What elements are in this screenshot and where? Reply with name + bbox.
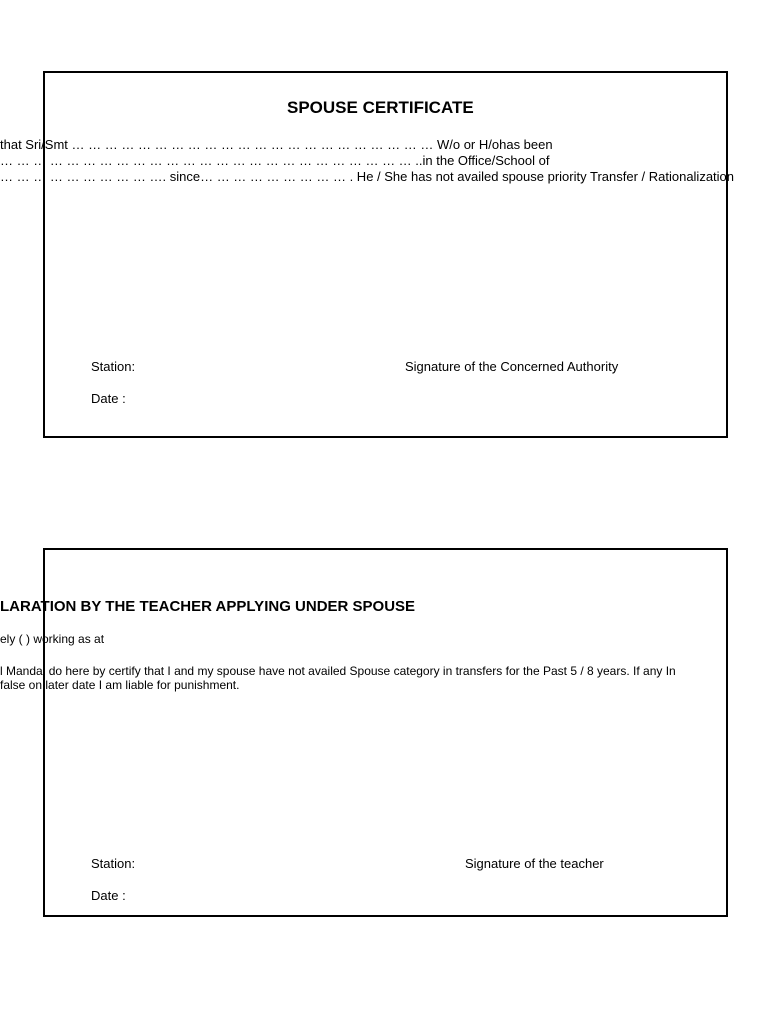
declaration-line-3: false on later date I am liable for punishment. bbox=[0, 678, 240, 692]
certificate-line-3: … … … … … … … … … …. since… … … … … … … … … . He / She has not availed spouse priority Transfer / Rationalization bbox=[0, 169, 735, 184]
certificate-title: SPOUSE CERTIFICATE bbox=[287, 98, 474, 117]
spouse-certificate-box bbox=[43, 71, 728, 438]
certificate-signature-label: Signature of the Concerned Authority bbox=[405, 359, 619, 374]
declaration-line-2: l Mandal do here by certify that I and my spouse have not availed Spouse category in transfers for the Past 5 / 8 years. If any In bbox=[0, 664, 676, 678]
certificate-line-1: that Sri/Smt … … … … … … … … … … … … … … … … … … … … … … W/o or H/ohas been bbox=[0, 137, 553, 152]
certificate-station-label: Station: bbox=[91, 359, 136, 374]
declaration-title: LARATION BY THE TEACHER APPLYING UNDER SPOUSE bbox=[0, 598, 416, 615]
certificate-line-2: … … … … … … … … … … … … … … … … … … … … … … … … … ..in the Office/School of bbox=[0, 153, 550, 168]
declaration-line-1: ely ( ) working as at bbox=[0, 632, 105, 646]
declaration-date-label: Date : bbox=[91, 888, 126, 903]
declaration-station-label: Station: bbox=[91, 856, 136, 871]
declaration-signature-label: Signature of the teacher bbox=[465, 856, 604, 871]
certificate-date-label: Date : bbox=[91, 391, 126, 406]
